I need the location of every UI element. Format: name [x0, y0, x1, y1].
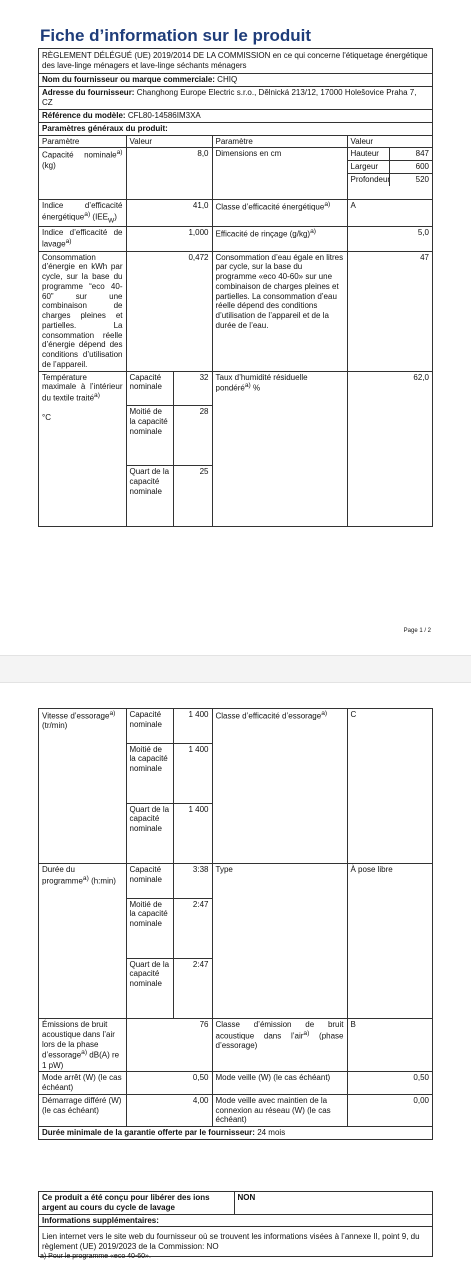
dimensions-label: Dimensions en cm — [212, 148, 347, 200]
spin-sub-label: Moitié de la capacité nominale — [127, 743, 174, 803]
spin-values — [126, 709, 212, 864]
supplier-name-row — [39, 74, 432, 87]
page-separator — [0, 655, 471, 683]
washing-index-value: 1,000 — [126, 227, 212, 251]
eei-label: Indice d’efficacité énergétique$^{a)}$ $(IEE_W)$ — [39, 200, 126, 227]
duration-sub-value: 2:47 — [173, 958, 211, 1018]
regulation-text: RÈGLEMENT DÉLÉGUÉ (UE) 2019/2014 DE LA COMMISSION en ce qui concerne l'étiquetage énergétique des lave-linge ménagers et lave-linge séchants ménagers — [39, 49, 432, 74]
additional-info-label: Informations supplémentaires: — [39, 1214, 432, 1228]
energy-class-label: Classe d’efficacité énergétique$^{a)}$ — [212, 200, 347, 227]
temp-sub-value: 32 — [173, 372, 211, 406]
rinsing-label: Efficacité de rinçage $(g/kg)^{a)}$ — [212, 227, 347, 251]
header-block — [38, 48, 433, 527]
spin-class-value: C — [347, 709, 432, 864]
type-value: À pose libre — [347, 864, 432, 1019]
duration-label: Durée du programme$^{a)}$ (h:min) — [39, 864, 126, 1019]
table-header-row — [39, 136, 432, 148]
duration-sub-label: Capacité nominale — [127, 864, 174, 898]
header-param-2: Paramètre — [212, 136, 347, 148]
table-row — [39, 200, 432, 227]
water-consumption-label: Consommation d’eau égale en litres par cycle, sur la base du programme «eco 40-60» sur une combinaison de charges pleines et partielles. La consommation d’eau réelle dépend des conditions d’utilisation de l’appareil et de la durée de l’eau. — [212, 251, 347, 371]
general-params-label: Paramètres généraux du produit: — [39, 123, 432, 136]
table-row — [39, 227, 432, 251]
params-table-wrap — [39, 136, 432, 526]
duration-values — [126, 864, 212, 1019]
spin-label: Vitesse d’essorage$^{a)}$ (tr/min) — [39, 709, 126, 864]
page-title: Fiche d’information sur le produit — [40, 26, 312, 45]
table-row — [39, 371, 432, 526]
model-label: Référence du modèle: — [42, 111, 126, 121]
noise-value: 76 — [126, 1019, 212, 1072]
networked-standby-label: Mode veille avec maintien de la connexion au réseau (W) (le cas échéant) — [212, 1094, 347, 1126]
supplier-address-value: Changhong Europe Electric s.r.o., Dělnická 213/12, 17000 Holešovice Praha 7, CZ — [42, 87, 417, 107]
supplier-name-value: CHIQ — [217, 75, 238, 84]
energy-consumption-label: Consommation d’énergie en kWh par cycle, sur la base du programme “eco 40-60” sur une combinaison de charges pleines et partielles. La consommation réelle d’énergie dépend des conditions d’utilisation de l’appareil. — [39, 251, 126, 371]
temp-sub-value: 28 — [173, 406, 211, 466]
table-row — [39, 709, 432, 864]
warranty-row — [39, 1126, 432, 1139]
additional-info-text: Lien internet vers le site web du fournisseur où se trouvent les informations visées à l’annexe II, point 9, du règlement (UE) 2019/2023 de la Commission: — [42, 1232, 420, 1252]
capacity-value: 8,0 — [126, 148, 212, 200]
eei-value: 41,0 — [126, 200, 212, 227]
additional-info-value: NO — [206, 1242, 219, 1252]
noise-class-value: B — [347, 1019, 432, 1072]
additional-info-row — [39, 1227, 432, 1256]
header-value: Valeur — [126, 136, 212, 148]
networked-standby-value: 0,00 — [347, 1094, 432, 1126]
depth-value: 520 — [390, 173, 432, 185]
supplier-address-row — [39, 87, 432, 111]
height-label: Hauteur — [348, 148, 390, 160]
warranty-value: 24 mois — [257, 1128, 286, 1138]
spin-sub-value: 1 400 — [173, 803, 211, 863]
temperature-values — [126, 371, 212, 526]
model-value: CFL80-14586IM3XA — [127, 111, 201, 121]
duration-sub-value: 3:38 — [173, 864, 211, 898]
table-row — [39, 251, 432, 371]
noise-class-label: Classe d’émission de bruit acoustique dans l’air$^{a)}$ (phase d’essorage) — [212, 1019, 347, 1072]
washing-index-label: Indice d’efficacité de lavage$^{a)}$ — [39, 227, 126, 251]
moisture-value: 62,0 — [347, 371, 432, 526]
header-param: Paramètre — [39, 136, 126, 148]
height-value: 847 — [390, 148, 432, 160]
spin-sub-label: Capacité nominale — [127, 709, 174, 743]
standby-value: 0,50 — [347, 1072, 432, 1095]
temperature-label: Température maximale à l’intérieur du textile traité$^{a)}$ °C — [39, 371, 126, 526]
standby-label: Mode veille (W) (le cas échéant) — [212, 1072, 347, 1095]
type-label: Type — [212, 864, 347, 1019]
noise-label: Émissions de bruit acoustique dans l’air lors de la phase d’essorage$^{a)}$ dB(A) re 1 pW) — [39, 1019, 126, 1072]
warranty-label: Durée minimale de la garantie offerte par le fournisseur: — [42, 1128, 255, 1138]
rinsing-value: 5,0 — [347, 227, 432, 251]
duration-sub-label: Quart de la capacité nominale — [127, 958, 174, 1018]
model-row — [39, 110, 432, 123]
delay-start-label: Démarrage différé (W) (le cas échéant) — [39, 1094, 126, 1126]
energy-class-value: A — [347, 200, 432, 227]
page-2 — [0, 683, 471, 1283]
spin-sub-value: 1 400 — [173, 709, 211, 743]
silver-ions-block — [38, 1191, 433, 1257]
table-row — [39, 1094, 432, 1126]
silver-ions-table — [39, 1192, 432, 1214]
temp-sub-value: 25 — [173, 466, 211, 526]
table-row — [39, 148, 432, 200]
moisture-label: Taux d’humidité résiduelle pondéré$^{a)}$ % — [212, 371, 347, 526]
off-mode-label: Mode arrêt (W) (le cas échéant) — [39, 1072, 126, 1095]
supplier-address-label: Adresse du fournisseur: — [42, 87, 135, 97]
spin-class-label: Classe d’efficacité d’essorage$^{a)}$ — [212, 709, 347, 864]
silver-ions-value: NON — [234, 1192, 432, 1214]
silver-ions-label: Ce produit a été conçu pour libérer des ions argent au cours du cycle de lavage — [39, 1192, 234, 1214]
dimensions-value — [347, 148, 432, 200]
spin-sub-value: 1 400 — [173, 743, 211, 803]
temp-sub-label: Capacité nominale — [127, 372, 174, 406]
footnote: a) Pour le programme «eco 40-60». — [40, 1253, 151, 1260]
spin-sub-label: Quart de la capacité nominale — [127, 803, 174, 863]
off-mode-value: 0,50 — [126, 1072, 212, 1095]
params-table — [39, 136, 432, 526]
width-value: 600 — [390, 161, 432, 174]
supplier-name-label: Nom du fournisseur ou marque commerciale: — [42, 75, 215, 84]
page2-table-block — [38, 708, 433, 1140]
page-number: Page 1 / 2 — [403, 628, 431, 634]
depth-label: Profondeur — [348, 173, 390, 185]
page2-table — [39, 709, 432, 1126]
duration-sub-label: Moitié de la capacité nominale — [127, 898, 174, 958]
duration-sub-value: 2:47 — [173, 898, 211, 958]
table-row — [39, 1019, 432, 1072]
water-consumption-value: 47 — [347, 251, 432, 371]
table-row — [39, 1072, 432, 1095]
header-value-2: Valeur — [347, 136, 432, 148]
delay-start-value: 4,00 — [126, 1094, 212, 1126]
width-label: Largeur — [348, 161, 390, 174]
energy-consumption-value: 0,472 — [126, 251, 212, 371]
temp-sub-label: Moitié de la capacité nominale — [127, 406, 174, 466]
table-row — [39, 864, 432, 1019]
capacity-label: Capacité nominale$^{a)}$ (kg) — [39, 148, 126, 200]
temp-sub-label: Quart de la capacité nominale — [127, 466, 174, 526]
